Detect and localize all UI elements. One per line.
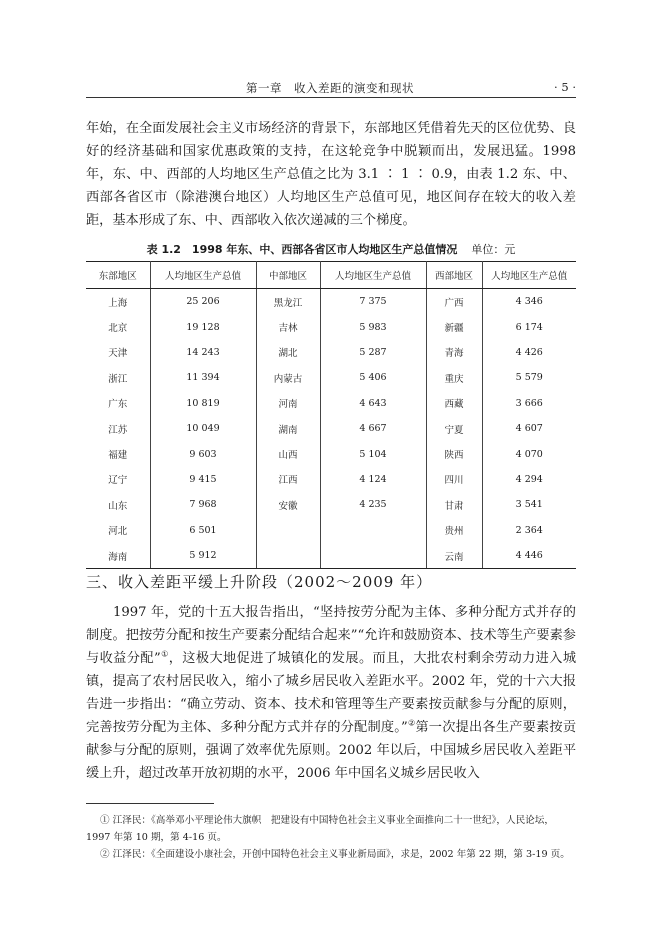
table-row [86, 467, 576, 492]
table-cell: 上海 [86, 289, 150, 315]
table-title: 表 1.2 1998 年东、中、西部各省区市人均地区生产总值情况 [146, 243, 458, 256]
table-cell: 6 501 [150, 518, 256, 543]
table-header-cell: 人均地区生产总值 [320, 262, 426, 289]
table-cell: 7 968 [150, 492, 256, 517]
table-cell: 青海 [426, 340, 482, 365]
gdp-table [86, 261, 576, 569]
footnote-2: ② 江泽民：《全面建设小康社会，开创中国特色社会主义事业新局面》，求是，2002 年第 22 期，第 3-19 页。 [100, 849, 570, 860]
table-cell: 5 983 [320, 314, 426, 339]
table-cell: 4 346 [515, 296, 543, 308]
footnote-ref-2[interactable]: ② [407, 718, 416, 728]
section-heading: 三、收入差距平缓上升阶段（2002～2009 年） [86, 573, 433, 591]
body-paragraph-2 [86, 601, 576, 785]
table-cell: 25 206 [150, 289, 256, 315]
table-cell: 山东 [86, 492, 150, 517]
table-row [86, 314, 576, 339]
table-header-row [86, 262, 576, 289]
table-cell: 河北 [86, 518, 150, 543]
table-row [86, 543, 576, 569]
table-cell: 4 607 [515, 423, 543, 435]
table-cell: 2 364 [515, 524, 543, 536]
table-cell: 重庆 [426, 365, 482, 390]
table-cell: 吉林 [256, 314, 320, 339]
table-cell: 海南 [86, 543, 150, 569]
table-cell: 3 541 [515, 499, 543, 511]
table-cell: 湖南 [256, 416, 320, 441]
table-cell: 3 666 [515, 397, 543, 409]
table-cell: 14 243 [150, 340, 256, 365]
table-row [86, 416, 576, 441]
footnote-ref-1[interactable]: ① [160, 649, 169, 659]
table-cell: 广西 [426, 289, 482, 315]
paragraph-text: 1997 年，党的十五大报告指出，“坚持按劳分配为主体、多种分配方式并存的制度。把按劳分配和按生产要素分配结合起来”“允许和鼓励资本、技术等生产要素参与收益分配” [86, 605, 576, 666]
table-header-cell: 人均地区生产总值 [150, 262, 256, 289]
body-paragraph-1: 年始，在全面发展社会主义市场经济的背景下，东部地区凭借着先天的区位优势、良好的经济基础和国家优惠政策的支持，在这轮竞争中脱颖而出，发展迅猛。1998年，东、中、西部的人均地区生产总值之比为 3.1 ∶ 1 ∶ 0.9，由表 1.2 东、中、西部各省区市（除港澳台地区）人均地区生产总值可见，地区间存在较大的收入差距，基本形成了东、中、西部收入依次递减的三个梯度。 [86, 121, 576, 228]
table-row [86, 340, 576, 365]
table-cell: 6 174 [515, 321, 543, 333]
table-row [86, 492, 576, 517]
table-cell: 宁夏 [426, 416, 482, 441]
table-cell: 5 406 [320, 365, 426, 390]
table-cell: 贵州 [426, 518, 482, 543]
table-row [86, 441, 576, 466]
chapter-title: 第一章 收入差距的演变和现状 [246, 81, 414, 95]
table-cell [256, 518, 320, 543]
table-header-cell: 东部地区 [86, 262, 150, 289]
table-cell: 内蒙古 [256, 365, 320, 390]
table-cell: 云南 [426, 543, 482, 569]
table-cell: 山西 [256, 441, 320, 466]
table-cell: 10 819 [150, 391, 256, 416]
table-cell: 5 287 [320, 340, 426, 365]
table-cell [320, 518, 426, 543]
table-unit: 单位：元 [471, 243, 516, 256]
running-header [86, 80, 576, 96]
table-cell: 19 128 [150, 314, 256, 339]
table-cell [256, 543, 320, 569]
table-row [86, 289, 576, 315]
page-number: · 5 · [554, 80, 576, 94]
table-cell: 四川 [426, 467, 482, 492]
table-cell: 4 070 [515, 448, 543, 460]
table-cell: 7 375 [320, 289, 426, 315]
table-row [86, 365, 576, 390]
table-cell: 4 124 [320, 467, 426, 492]
table-cell: 浙江 [86, 365, 150, 390]
table-cell: 江西 [256, 467, 320, 492]
paragraph-text: 第一次提出各生产要素按贡献参与分配的原则，强调了效率优先原则。2002 年以后，中国城乡居民收入差距平缓上升，超过改革开放初期的水平，2006 年中国名义城乡居民收入 [86, 720, 577, 781]
table-cell: 4 643 [320, 391, 426, 416]
table-cell: 黑龙江 [256, 289, 320, 315]
table-cell: 4 294 [515, 473, 543, 485]
table-cell: 湖北 [256, 340, 320, 365]
table-cell: 4 426 [515, 346, 543, 358]
table-cell: 北京 [86, 314, 150, 339]
table-caption [86, 241, 576, 257]
table-cell: 新疆 [426, 314, 482, 339]
table-cell: 安徽 [256, 492, 320, 517]
table-cell: 4 667 [320, 416, 426, 441]
table-cell: 5 912 [150, 543, 256, 569]
header-rule [86, 97, 576, 98]
table-cell: 9 603 [150, 441, 256, 466]
table-cell: 辽宁 [86, 467, 150, 492]
table-cell: 甘肃 [426, 492, 482, 517]
table-row [86, 391, 576, 416]
table-cell [320, 543, 426, 569]
table-header-cell: 西部地区 [426, 262, 482, 289]
table-cell: 10 049 [150, 416, 256, 441]
table-cell: 9 415 [150, 467, 256, 492]
table-cell: 广东 [86, 391, 150, 416]
table-cell: 11 394 [150, 365, 256, 390]
table-cell: 天津 [86, 340, 150, 365]
table-header-cell: 中部地区 [256, 262, 320, 289]
table-cell: 西藏 [426, 391, 482, 416]
footnote-rule [86, 803, 214, 804]
table-cell: 江苏 [86, 416, 150, 441]
table-cell: 4 235 [320, 492, 426, 517]
table-cell: 河南 [256, 391, 320, 416]
footnote-1: ① 江泽民：《高举邓小平理论伟大旗帜 把建设有中国特色社会主义事业全面推向二十一世纪》，人民论坛，1997 年第 10 期，第 4-16 页。 [86, 815, 554, 843]
table-cell: 5 104 [320, 441, 426, 466]
table-row [86, 518, 576, 543]
paragraph-text: ，这极大地促进了城镇化的发展。而且，大批农村剩余劳动力进入城镇，提高了农村居民收入，缩小了城乡居民收入差距水平。2002 年，党的十六大报告进一步指出：“确立劳动、资本、技术和管理等生产要素按贡献参与分配的原则，完善按劳分配为主体、多种分配方式并存的分配制度。” [86, 651, 577, 735]
table-cell: 5 579 [515, 372, 543, 384]
table-header-cell: 人均地区生产总值 [482, 262, 576, 289]
table-cell: 4 446 [482, 543, 576, 569]
table-cell: 陕西 [426, 441, 482, 466]
table-cell: 福建 [86, 441, 150, 466]
